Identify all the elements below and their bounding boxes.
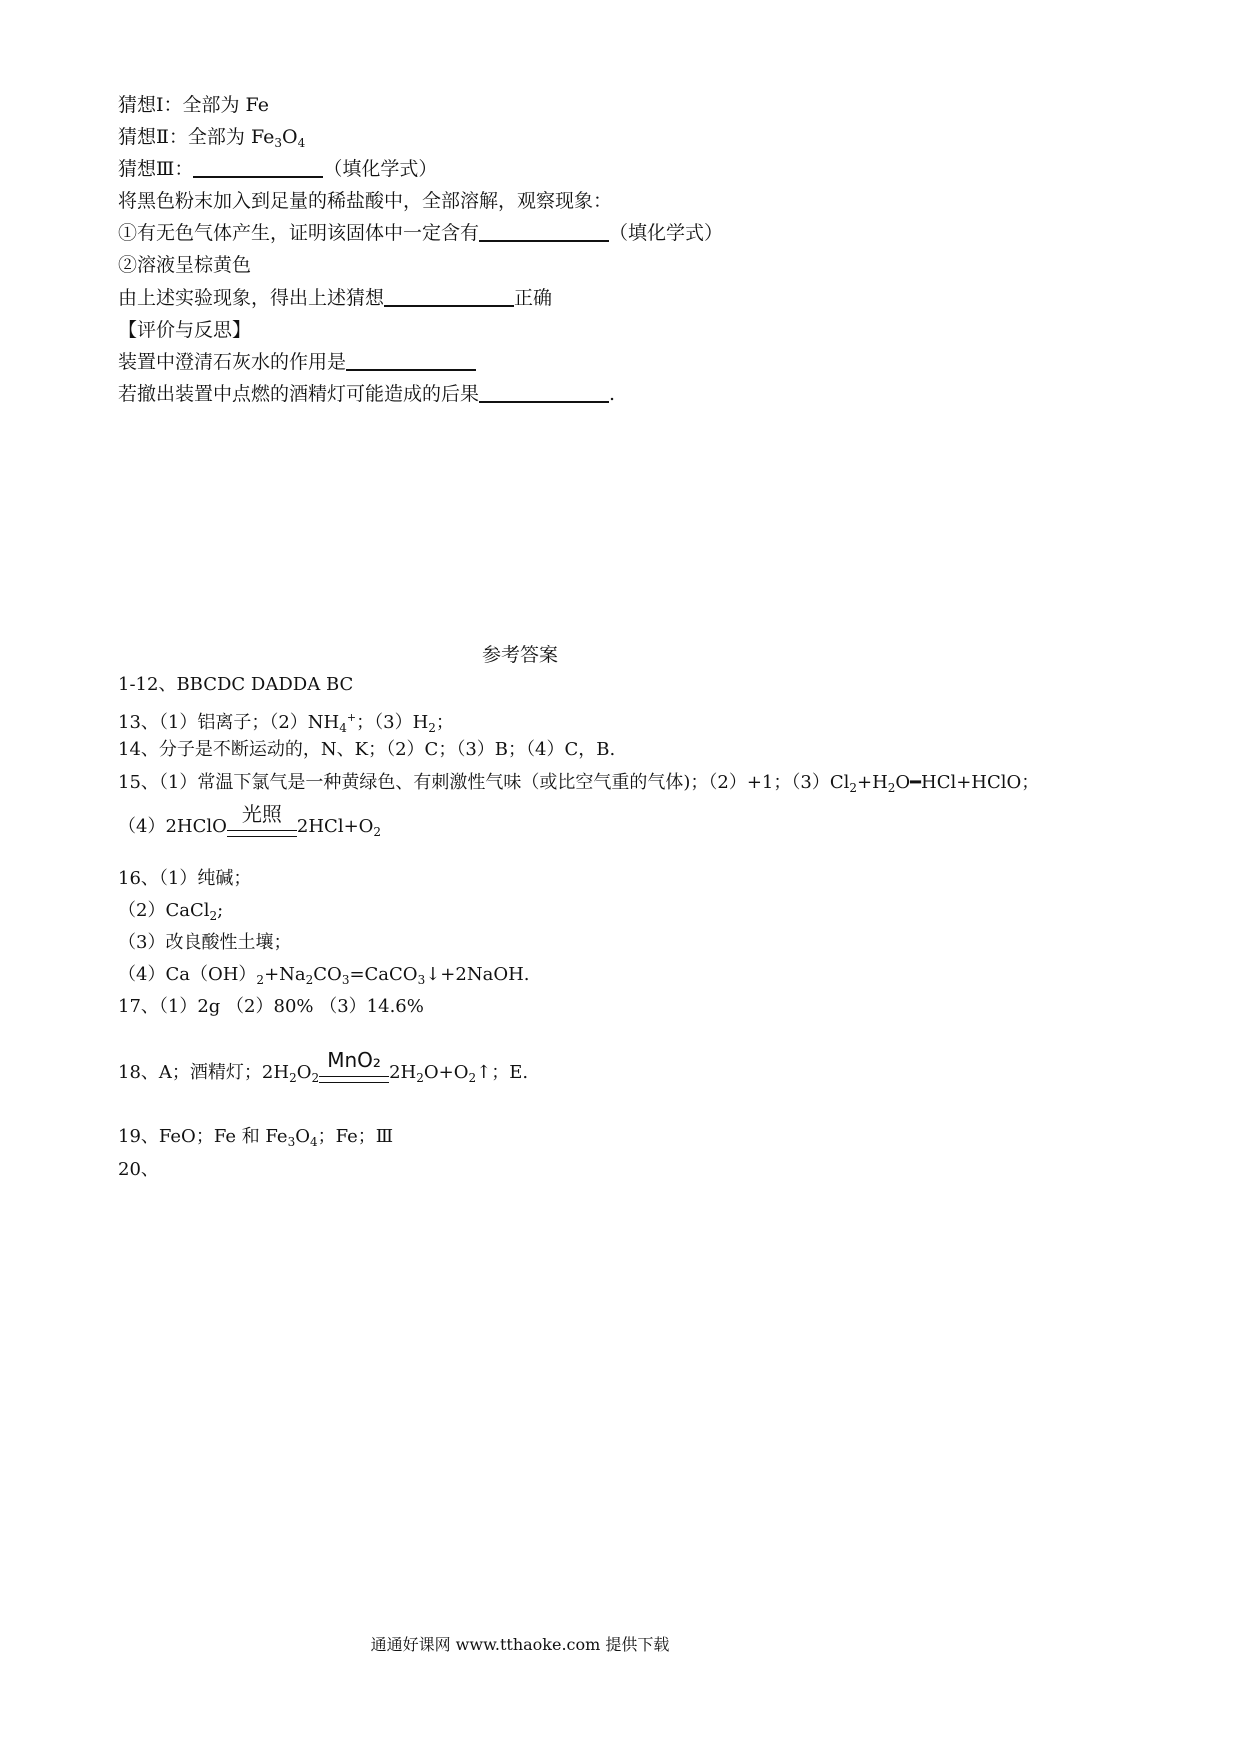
answer-16-2: （2）CaCl$_2$; [118,900,224,923]
guess-2: 猜想Ⅱ：全部为 $Fe_3O_4$ [118,126,306,150]
observation-2: ②溶液呈棕黄色 [118,254,252,276]
procedure-text: 将黑色粉末加入到足量的稀盐酸中，全部溶解，观察现象： [118,190,613,212]
conclusion: 由上述实验现象，得出上述猜想 正确 [118,287,553,309]
answer-15-4: （4）2HClO 光照 $2HCl+O_2$ [118,815,381,844]
answer-15: 15、（1）常温下氯气是一种黄绿色、有刺激性气味（或比空气重的气体)；（2）+1；$(3)Cl_2+H_2O━HCl+HClO$； [118,772,1040,795]
answer-18: 18、A；酒精灯；$2H_2O_2$ MnO₂ $2H_2O+O_2↑$；E. [118,1061,528,1090]
observation-1: ①有无色气体产生，证明该固体中一定含有 （填化学式） [118,222,724,244]
answer-13: 13、（1）铝离子；$(2)NH_4^+$；$(3)H_2$； [118,711,454,735]
answer-16-3: （3）改良酸性土壤； [118,932,292,953]
answer-16-1: 16、（1）纯碱； [118,868,252,889]
evaluation-heading: 【评价与反思】 [118,319,252,341]
guess-3-blank[interactable] [193,157,323,178]
question-lamp: 若撤出装置中点燃的酒精灯可能造成的后果 . [118,383,616,405]
guess-1: 猜想Ⅰ：全部为 Fe [118,94,269,116]
answers-title: 参考答案 [481,644,558,666]
reaction-catalyst: MnO₂ [319,1066,389,1090]
footer: 通通好课网 www.tthaoke.com 提供下载 [370,1635,670,1654]
conclusion-blank[interactable] [384,286,514,307]
answer-1-12: 1-12、BBCDC DADDA BC [118,674,354,695]
equal-sign [227,830,297,837]
equal-sign [319,1076,389,1083]
answer-16-4: $(4)Ca(OH)_2+Na_2CO_3=CaCO_3↓+2NaOH$. [118,964,530,987]
observation-1-blank[interactable] [479,221,609,242]
answer-14: 14、分子是不断运动的，N、K；（2）C；（3）B；（4）C，B. [118,739,616,760]
lamp-blank[interactable] [479,382,609,403]
reaction-condition: 光照 [227,820,297,844]
answer-20: 20、 [118,1159,159,1180]
answer-17: 17、（1）2g （2）80% （3）14.6% [118,996,424,1017]
limewater-blank[interactable] [346,350,476,371]
answer-19: 19、FeO；Fe 和 $Fe_3O_4$；Fe；Ⅲ [118,1126,394,1149]
question-limewater: 装置中澄清石灰水的作用是 [118,350,476,374]
guess-3: 猜想Ⅲ： （填化学式） [118,158,438,180]
